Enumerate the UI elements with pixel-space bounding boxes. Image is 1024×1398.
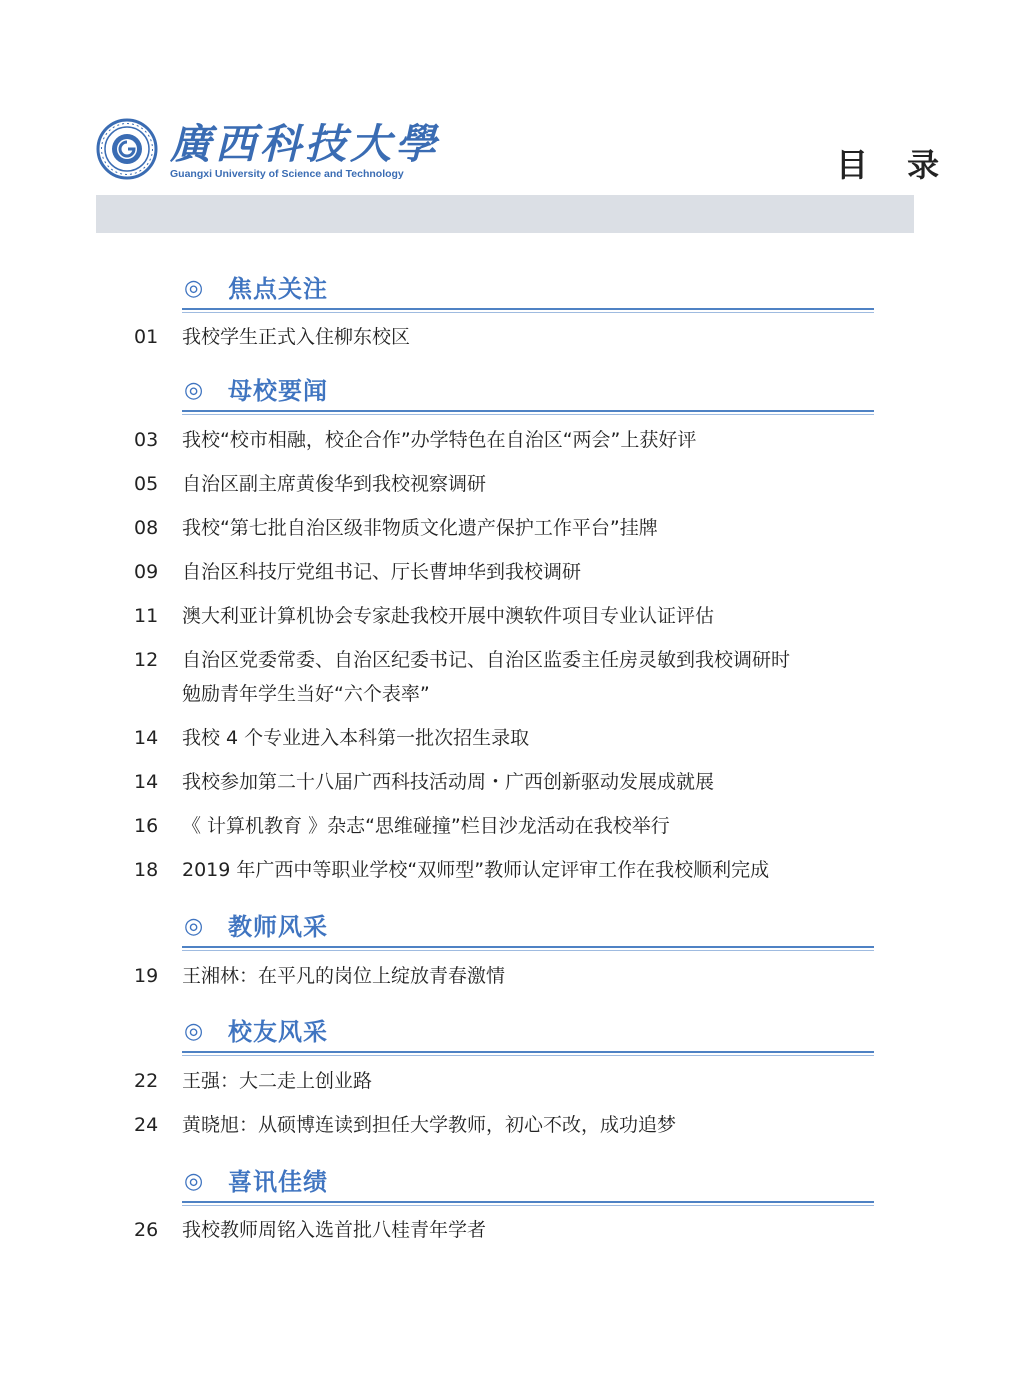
toc-item-title: 我校 4 个专业进入本科第一批次招生录取 <box>182 727 530 749</box>
section-divider <box>182 414 874 415</box>
toc-item-title: 自治区党委常委、自治区纪委书记、自治区监委主任房灵敏到我校调研时 <box>182 649 791 671</box>
toc-page-number: 14 <box>134 771 159 793</box>
section-divider <box>182 946 874 948</box>
toc-item-title: 黄晓旭：从硕博连读到担任大学教师，初心不改，成功追梦 <box>182 1114 677 1136</box>
section-divider <box>182 308 874 310</box>
section-divider <box>182 1205 874 1206</box>
section-divider <box>182 1055 874 1056</box>
toc-item-title: 自治区科技厅党组书记、厅长曹坤华到我校调研 <box>182 561 582 583</box>
toc-page-number: 08 <box>134 517 159 539</box>
toc-item-title: 王强：大二走上创业路 <box>182 1070 373 1092</box>
toc-page-number: 11 <box>134 605 159 627</box>
section-bullet-icon: ◎ <box>184 1019 204 1044</box>
toc-page-number: 24 <box>134 1114 159 1136</box>
section-header <box>182 273 874 309</box>
toc-item-title: 王湘林：在平凡的岗位上绽放青春激情 <box>182 965 506 987</box>
university-logo <box>96 118 440 186</box>
toc-item-title: 我校“第七批自治区级非物质文化遗产保护工作平台”挂牌 <box>182 517 658 539</box>
toc-page-number: 18 <box>134 859 159 881</box>
page-title: 目 录 <box>836 146 954 184</box>
toc-item-title: 我校学生正式入住柳东校区 <box>182 326 411 348</box>
toc-item-title: 自治区副主席黄俊华到我校视察调研 <box>182 473 487 495</box>
toc-item-title: 我校参加第二十八届广西科技活动周・广西创新驱动发展成就展 <box>182 771 715 793</box>
section-title: 母校要闻 <box>228 376 328 405</box>
toc-page-number: 01 <box>134 326 159 348</box>
toc-page-number: 14 <box>134 727 159 749</box>
section-title: 焦点关注 <box>228 274 328 303</box>
toc-page-number: 12 <box>134 649 159 671</box>
toc-page-number: 19 <box>134 965 159 987</box>
toc-page-number: 26 <box>134 1219 159 1241</box>
section-header <box>182 1016 874 1052</box>
university-seal-icon <box>96 118 158 180</box>
section-bullet-icon: ◎ <box>184 378 204 403</box>
toc-page-number: 09 <box>134 561 159 583</box>
toc-page-number: 16 <box>134 815 159 837</box>
logo-chinese-name: 廣西科技大學 <box>170 120 440 168</box>
toc-item-title-line2: 勉励青年学生当好“六个表率” <box>182 683 430 705</box>
section-divider <box>182 312 874 313</box>
toc-item-title: 澳大利亚计算机协会专家赴我校开展中澳软件项目专业认证评估 <box>182 605 715 627</box>
section-header <box>182 911 874 947</box>
section-title: 喜讯佳绩 <box>228 1167 328 1196</box>
section-divider <box>182 410 874 412</box>
section-title: 校友风采 <box>228 1017 328 1046</box>
toc-item-title: 我校“校市相融，校企合作”办学特色在自治区“两会”上获好评 <box>182 429 697 451</box>
logo-english-name: Guangxi University of Science and Technology <box>170 168 404 180</box>
section-divider <box>182 1201 874 1203</box>
toc-item-title: 我校教师周铭入选首批八桂青年学者 <box>182 1219 487 1241</box>
toc-page-number: 03 <box>134 429 159 451</box>
header-band <box>96 195 914 233</box>
toc-page-number: 05 <box>134 473 159 495</box>
toc-item-title: 《 计算机教育 》杂志“思维碰撞”栏目沙龙活动在我校举行 <box>182 815 670 837</box>
section-bullet-icon: ◎ <box>184 276 204 301</box>
section-bullet-icon: ◎ <box>184 914 204 939</box>
section-title: 教师风采 <box>228 912 328 941</box>
section-divider <box>182 950 874 951</box>
section-header <box>182 1166 874 1202</box>
section-bullet-icon: ◎ <box>184 1169 204 1194</box>
section-divider <box>182 1051 874 1053</box>
toc-page-number: 22 <box>134 1070 159 1092</box>
section-header <box>182 375 874 411</box>
toc-item-title: 2019 年广西中等职业学校“双师型”教师认定评审工作在我校顺利完成 <box>182 859 770 881</box>
